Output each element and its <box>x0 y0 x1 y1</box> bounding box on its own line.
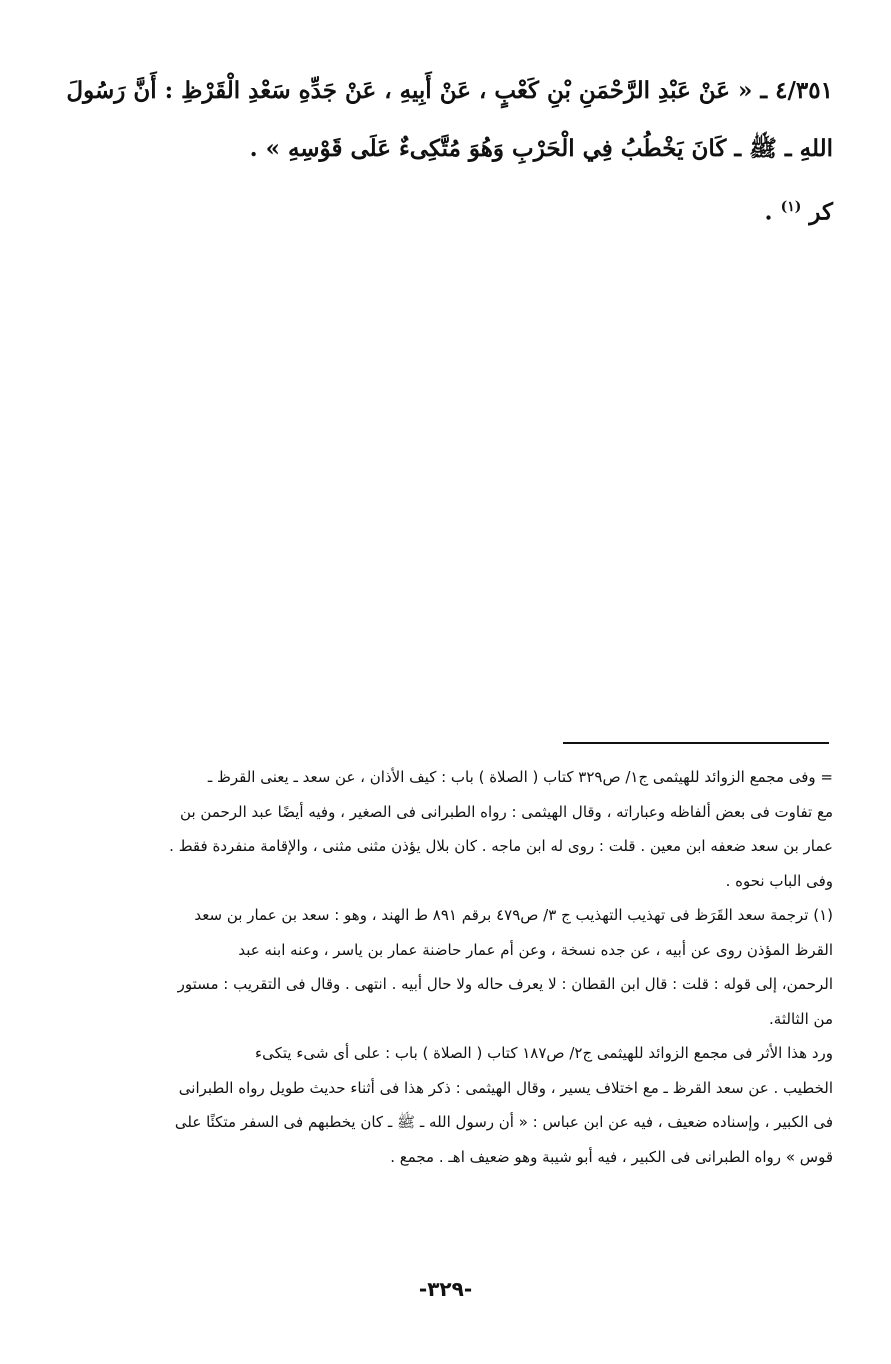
hadith-source <box>58 178 833 242</box>
footnote-1-line: (١) ترجمة سعد القَرَظ فى تهذيب التهذيب ج ٣/ ص٤٧٩ برقم ٨٩١ ط الهند ، وهو : سعد بن عمار بن سعد <box>194 906 833 924</box>
footnotes <box>58 760 833 1174</box>
footnote-divider <box>563 742 829 744</box>
athar-line: فى الكبير ، وإسناده ضعيف ، فيه عن ابن عباس : « أن رسول الله ـ ﷺ ـ كان يخطبهم فى السفر متكئًا على <box>174 1113 833 1131</box>
athar-line: قوس » رواه الطبرانى فى الكبير ، فيه أبو شيبة وهو ضعيف اهـ . مجمع . <box>390 1147 833 1166</box>
athar-line: الخطيب . عن سعد القرظ ـ مع اختلاف يسير ، وقال الهيثمى : ذكر هذا فى أثناء حديث طويل رواه الطبرانى <box>178 1078 833 1097</box>
hadith-line-1: ٤/٣٥١ ـ « عَنْ عَبْدِ الرَّحْمَنِ بْنِ كَعْبٍ ، عَنْ أَبِيهِ ، عَنْ جَدِّهِ سَعْدِ الْقَرْظِ : أَنَّ رَسُولَ <box>66 77 833 104</box>
source-abbreviation: كر <box>809 198 833 226</box>
hadith-line-2: اللهِ ـ ﷺ ـ كَانَ يَخْطُبُ فِي الْحَرْبِ وَهُوَ مُتَّكِىءٌ عَلَى قَوْسِهِ » . <box>249 135 833 162</box>
continuation-line: = وفى مجمع الزوائد للهيثمى ج١/ ص٣٢٩ كتاب ( الصلاة ) باب : كيف الأذان ، عن سعد ـ يعنى القرظ ـ <box>207 768 833 786</box>
continuation-line: عمار بن سعد ضعفه ابن معين . قلت : روى له ابن ماجه . كان بلال يؤذن مثنى مثنى ، والإقامة منفردة فقط . <box>169 837 833 855</box>
athar-line: ورد هذا الأثر فى مجمع الزوائد للهيثمى ج٢/ ص١٨٧ كتاب ( الصلاة ) باب : على أى شىء يتكىء <box>255 1044 833 1062</box>
footnote-1-line: من الثالثة. <box>769 1009 833 1028</box>
hadith-text <box>58 62 833 242</box>
continuation-line: مع تفاوت فى بعض ألفاظه وعباراته ، وقال الهيثمى : رواه الطبرانى فى الصغير ، وفيه أيضًا عبد الرحمن بن <box>180 802 833 821</box>
footnote-1-line: الرحمن، إلى قوله : قلت : قال ابن القطان : لا يعرف حاله ولا حال أبيه . انتهى . وقال فى التقريب : مستور <box>177 975 833 993</box>
source-end-punctuation: . <box>764 198 773 226</box>
footnote-1-line: القرظ المؤذن روى عن أبيه ، عن جده نسخة ، وعن أم عمار حاضنة عمار بن ياسر ، وعنه ابنه عبد <box>238 940 833 959</box>
continuation-line: وفى الباب نحوه . <box>725 871 833 890</box>
page-number: -٣٢٩- <box>418 1277 473 1301</box>
footnote-marker: (١) <box>780 199 802 215</box>
